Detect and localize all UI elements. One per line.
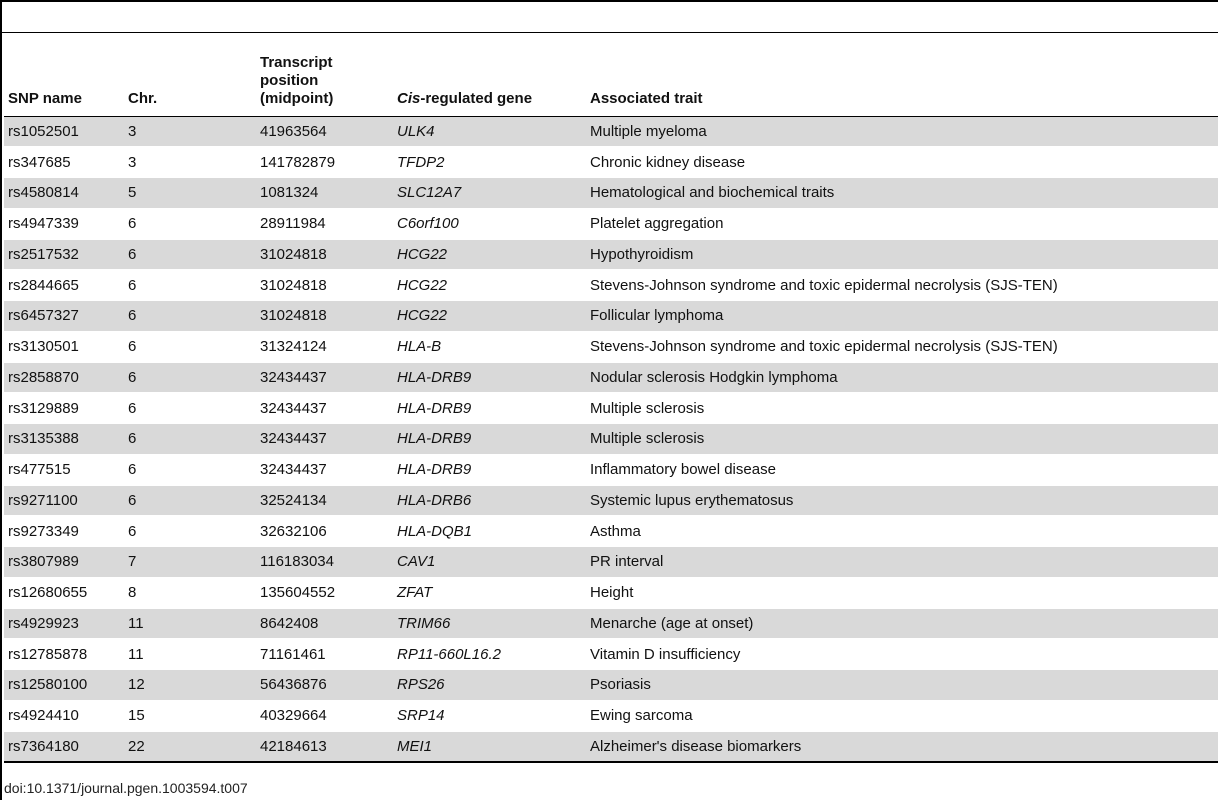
cell-cis-regulated-gene: HCG22 <box>393 301 586 332</box>
cell-associated-trait: Nodular sclerosis Hodgkin lymphoma <box>586 362 1218 393</box>
cell-transcript-position: 135604552 <box>256 577 393 608</box>
cell-cis-regulated-gene: TFDP2 <box>393 147 586 178</box>
cell-cis-regulated-gene: MEI1 <box>393 731 586 762</box>
cell-chr: 15 <box>124 700 256 731</box>
cell-transcript-position: 32434437 <box>256 454 393 485</box>
table-row <box>4 362 1218 393</box>
cell-chr: 3 <box>124 147 256 178</box>
cell-cis-regulated-gene: HLA-DRB9 <box>393 362 586 393</box>
cell-chr: 6 <box>124 516 256 547</box>
cell-snp-name: rs4924410 <box>4 700 124 731</box>
cell-cis-regulated-gene: HCG22 <box>393 270 586 301</box>
cell-transcript-position: 8642408 <box>256 608 393 639</box>
cell-chr: 6 <box>124 208 256 239</box>
cell-chr: 6 <box>124 270 256 301</box>
cell-associated-trait: Menarche (age at onset) <box>586 608 1218 639</box>
table-row <box>4 116 1218 147</box>
cell-cis-regulated-gene: C6orf100 <box>393 208 586 239</box>
header-chr: Chr. <box>124 33 256 116</box>
table-row <box>4 301 1218 332</box>
snp-trait-table <box>4 33 1218 763</box>
cell-associated-trait: Multiple sclerosis <box>586 393 1218 424</box>
cell-associated-trait: Stevens-Johnson syndrome and toxic epidermal necrolysis (SJS-TEN) <box>586 270 1218 301</box>
cell-associated-trait: Multiple sclerosis <box>586 424 1218 455</box>
cell-cis-regulated-gene: HCG22 <box>393 239 586 270</box>
cell-cis-regulated-gene: CAV1 <box>393 547 586 578</box>
cell-snp-name: rs6457327 <box>4 301 124 332</box>
cell-transcript-position: 116183034 <box>256 547 393 578</box>
header-transcript-position: Transcript position (midpoint) <box>256 33 393 116</box>
cell-snp-name: rs4947339 <box>4 208 124 239</box>
cell-snp-name: rs2517532 <box>4 239 124 270</box>
table-row <box>4 608 1218 639</box>
cell-chr: 6 <box>124 393 256 424</box>
cell-cis-regulated-gene: HLA-DRB9 <box>393 393 586 424</box>
table-row <box>4 516 1218 547</box>
cell-associated-trait: PR interval <box>586 547 1218 578</box>
header-associated-trait: Associated trait <box>586 33 1218 116</box>
cell-cis-regulated-gene: HLA-DRB9 <box>393 454 586 485</box>
table-row <box>4 454 1218 485</box>
cell-transcript-position: 32434437 <box>256 362 393 393</box>
cell-transcript-position: 31024818 <box>256 239 393 270</box>
cell-chr: 5 <box>124 178 256 209</box>
cell-cis-regulated-gene: TRIM66 <box>393 608 586 639</box>
cell-associated-trait: Platelet aggregation <box>586 208 1218 239</box>
top-rule <box>0 0 1218 2</box>
cell-chr: 6 <box>124 362 256 393</box>
cell-transcript-position: 71161461 <box>256 639 393 670</box>
table-row <box>4 547 1218 578</box>
header-cis-regulated-gene <box>393 33 586 116</box>
cell-snp-name: rs12680655 <box>4 577 124 608</box>
table-row <box>4 270 1218 301</box>
cell-cis-regulated-gene: ZFAT <box>393 577 586 608</box>
cell-chr: 6 <box>124 301 256 332</box>
cell-snp-name: rs7364180 <box>4 731 124 762</box>
cell-snp-name: rs1052501 <box>4 116 124 147</box>
cell-transcript-position: 32524134 <box>256 485 393 516</box>
table-row <box>4 178 1218 209</box>
cell-snp-name: rs3129889 <box>4 393 124 424</box>
cell-associated-trait: Stevens-Johnson syndrome and toxic epidermal necrolysis (SJS-TEN) <box>586 331 1218 362</box>
cell-cis-regulated-gene: RPS26 <box>393 670 586 701</box>
cell-chr: 11 <box>124 608 256 639</box>
cell-chr: 3 <box>124 116 256 147</box>
cell-snp-name: rs12785878 <box>4 639 124 670</box>
cell-associated-trait: Inflammatory bowel disease <box>586 454 1218 485</box>
cell-cis-regulated-gene: HLA-B <box>393 331 586 362</box>
cell-associated-trait: Systemic lupus erythematosus <box>586 485 1218 516</box>
cell-associated-trait: Height <box>586 577 1218 608</box>
cell-cis-regulated-gene: SLC12A7 <box>393 178 586 209</box>
cell-chr: 8 <box>124 577 256 608</box>
cell-chr: 22 <box>124 731 256 762</box>
table-row <box>4 147 1218 178</box>
cell-cis-regulated-gene: ULK4 <box>393 116 586 147</box>
cell-snp-name: rs347685 <box>4 147 124 178</box>
table-row <box>4 393 1218 424</box>
cell-snp-name: rs9273349 <box>4 516 124 547</box>
table-row <box>4 424 1218 455</box>
table-row <box>4 239 1218 270</box>
header-gene-rest: -regulated gene <box>420 89 533 107</box>
cell-associated-trait: Ewing sarcoma <box>586 700 1218 731</box>
cell-transcript-position: 31324124 <box>256 331 393 362</box>
cell-associated-trait: Asthma <box>586 516 1218 547</box>
cell-chr: 11 <box>124 639 256 670</box>
cell-transcript-position: 32434437 <box>256 393 393 424</box>
cell-snp-name: rs12580100 <box>4 670 124 701</box>
table-header-row <box>4 33 1218 116</box>
cell-transcript-position: 141782879 <box>256 147 393 178</box>
cell-associated-trait: Hematological and biochemical traits <box>586 178 1218 209</box>
cell-transcript-position: 31024818 <box>256 270 393 301</box>
cell-associated-trait: Chronic kidney disease <box>586 147 1218 178</box>
cell-snp-name: rs3135388 <box>4 424 124 455</box>
cell-transcript-position: 32632106 <box>256 516 393 547</box>
cell-cis-regulated-gene: RP11-660L16.2 <box>393 639 586 670</box>
table-row <box>4 485 1218 516</box>
cell-snp-name: rs4929923 <box>4 608 124 639</box>
cell-snp-name: rs3807989 <box>4 547 124 578</box>
header-cis-italic: Cis <box>397 89 421 107</box>
cell-associated-trait: Vitamin D insufficiency <box>586 639 1218 670</box>
cell-transcript-position: 28911984 <box>256 208 393 239</box>
cell-snp-name: rs2858870 <box>4 362 124 393</box>
cell-chr: 6 <box>124 454 256 485</box>
cell-transcript-position: 1081324 <box>256 178 393 209</box>
left-frame-rule <box>0 0 2 800</box>
table-row <box>4 208 1218 239</box>
cell-associated-trait: Hypothyroidism <box>586 239 1218 270</box>
cell-chr: 6 <box>124 331 256 362</box>
cell-snp-name: rs477515 <box>4 454 124 485</box>
cell-associated-trait: Alzheimer's disease biomarkers <box>586 731 1218 762</box>
cell-chr: 7 <box>124 547 256 578</box>
table-row <box>4 331 1218 362</box>
cell-snp-name: rs3130501 <box>4 331 124 362</box>
table-row <box>4 639 1218 670</box>
cell-associated-trait: Multiple myeloma <box>586 116 1218 147</box>
cell-chr: 6 <box>124 239 256 270</box>
cell-chr: 12 <box>124 670 256 701</box>
cell-transcript-position: 42184613 <box>256 731 393 762</box>
cell-cis-regulated-gene: HLA-DRB9 <box>393 424 586 455</box>
header-snp-name: SNP name <box>4 33 124 116</box>
cell-transcript-position: 32434437 <box>256 424 393 455</box>
cell-transcript-position: 40329664 <box>256 700 393 731</box>
cell-snp-name: rs2844665 <box>4 270 124 301</box>
cell-snp-name: rs9271100 <box>4 485 124 516</box>
cell-associated-trait: Follicular lymphoma <box>586 301 1218 332</box>
cell-associated-trait: Psoriasis <box>586 670 1218 701</box>
cell-snp-name: rs4580814 <box>4 178 124 209</box>
cell-transcript-position: 31024818 <box>256 301 393 332</box>
table-row <box>4 700 1218 731</box>
table-body <box>4 116 1218 762</box>
cell-cis-regulated-gene: HLA-DRB6 <box>393 485 586 516</box>
cell-transcript-position: 41963564 <box>256 116 393 147</box>
cell-cis-regulated-gene: HLA-DQB1 <box>393 516 586 547</box>
cell-transcript-position: 56436876 <box>256 670 393 701</box>
cell-cis-regulated-gene: SRP14 <box>393 700 586 731</box>
cell-chr: 6 <box>124 485 256 516</box>
table-row <box>4 670 1218 701</box>
table-row <box>4 731 1218 762</box>
cell-chr: 6 <box>124 424 256 455</box>
doi-caption: doi:10.1371/journal.pgen.1003594.t007 <box>4 780 248 796</box>
table-row <box>4 577 1218 608</box>
